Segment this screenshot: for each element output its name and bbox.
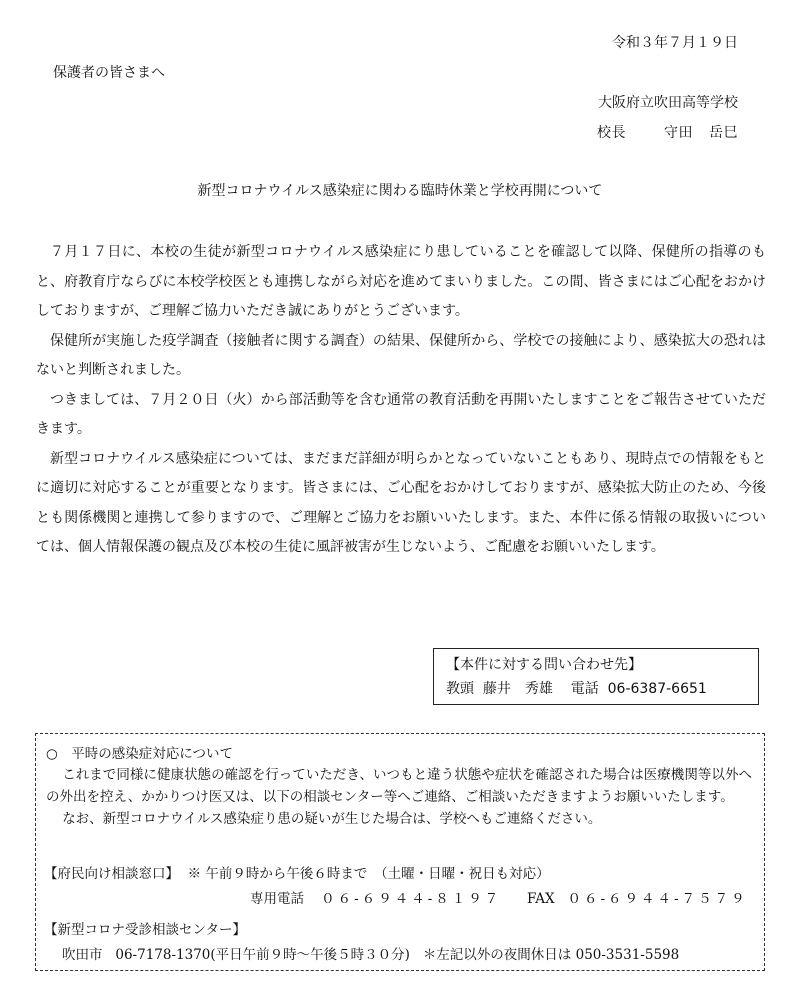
contact-phone-label: 電話	[570, 681, 599, 697]
consult-heading: ○ 平時の感染症対応について	[46, 746, 234, 762]
center-label: 【新型コロナ受診相談センター】	[44, 922, 246, 938]
desk-fax-label: FAX	[527, 891, 555, 907]
letter-date: 令和３年７月１９日	[612, 35, 738, 51]
desk-row	[44, 862, 550, 882]
contact-name: 藤井 秀雄	[482, 681, 553, 697]
consult-paragraph-2: なお、新型コロナウイルス感染症り患の疑いが生じた場合は、学校へもご連絡ください。	[62, 811, 602, 827]
center-row	[62, 943, 679, 963]
recipient: 保護者の皆さまへ	[53, 65, 165, 81]
contact-details	[446, 677, 758, 701]
document-title: 新型コロナウイルス感染症に関わる臨時休業と学校再開について	[197, 183, 603, 199]
desk-phone-row	[250, 887, 748, 907]
school-name: 大阪府立吹田高等学校	[598, 95, 738, 111]
principal-surname: 守田	[664, 125, 693, 141]
principal-given-name: 岳巳	[709, 125, 738, 141]
contact-phone: 06-6387-6651	[607, 681, 707, 697]
body-paragraph-3: つきましては、７月２０日（火）から部活動等を含む通常の教育活動を再開いたしますことをご報告させていただきます。	[36, 391, 766, 437]
consult-text	[46, 764, 752, 830]
body-paragraph-1: ７月１７日に、本校の生徒が新型コロナウイルス感染症にり患していることを確認して以降、保健所の指導のもと、府教育庁ならびに本校学校医とも連携しながら対応を進めてまいりました。この間、皆さまにはご心配をおかけしておりますが、ご理解ご協力いただき誠にありがとうございます。	[36, 244, 766, 319]
consultation-box	[35, 733, 765, 971]
body-paragraph-2: 保健所が実施した疫学調査（接触者に関する調査）の結果、保健所から、学校での接触により、感染拡大の恐れはないと判断されました。	[36, 332, 766, 378]
principal-signature	[597, 122, 738, 142]
principal-title: 校長	[597, 125, 626, 141]
desk-label: 【府民向け相談窓口】	[44, 866, 179, 882]
center-night: ＊左記以外の夜間休日は 050-3531-5598	[422, 947, 680, 963]
contact-role: 教頭	[446, 681, 474, 697]
desk-hours: ※ 午前９時から午後６時まで （土曜・日曜・祝日も対応）	[187, 866, 550, 882]
body-paragraph-4: 新型コロナウイルス感染症については、まだまだ詳細が明らかとなっていないこともあり、現時点での情報をもとに適切に対応することが重要となります。皆さまには、ご心配をおかけしておりますが、感染拡大防止のため、今後とも関係機関と連携して参りますので、ご理解とご協力をお願いいたします。また、本件に係る情報の取扱いについては、個人情報保護の観点及び本校の生徒に風評被害が生じないよう、ご配慮をお願いいたします。	[36, 450, 766, 555]
desk-phone: ０６-６９４４-８１９７	[321, 891, 502, 907]
desk-phone-label: 専用電話	[250, 891, 304, 907]
desk-fax: ０６-６９４４-７５７９	[567, 891, 748, 907]
center-city: 吹田市	[62, 947, 103, 963]
consult-paragraph-1: これまで同様に健康状態の確認を行っていただき、いつもと違う状態や症状を確認された場合は医療機関等以外への外出を控え、かかりつけ医又は、以下の相談センター等へご連絡、ご相談いただきますようお願いいたします。	[46, 767, 752, 805]
center-phone: 06-7178-1370(平日午前９時～午後５時３０分)	[115, 947, 410, 963]
contact-heading: 【本件に対する問い合わせ先】	[446, 657, 642, 673]
letter-body	[36, 238, 766, 563]
contact-box	[433, 648, 759, 705]
